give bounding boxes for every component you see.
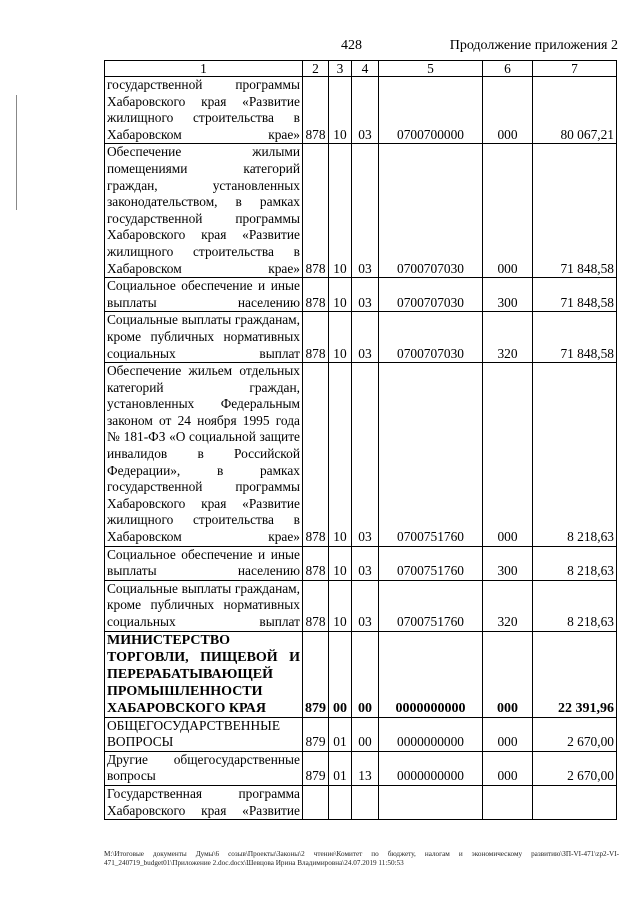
continuation-heading: Продолжение приложения 2	[449, 38, 618, 53]
file-path-footer: M:\Итоговые документы Думы\6 созыв\Проекты\Законы\2 чтение\Комитет по бюджету, налогам и экономическому развитию\ЗП-VI-471\zp2-VI-471_240719_budget01\Приложение 2.doc.docx\Шевцова Ирина Владимировна\24.07.2019 11:50:53	[104, 850, 619, 867]
cell-subsection: 03	[352, 144, 379, 278]
cell-expense-type: 000	[483, 363, 533, 547]
cell-section: 10	[329, 546, 352, 580]
row-name: Обеспечение жильем отдельных категорий граждан, установленных Федеральным законом от 24 ноября 1995 года № 181-ФЗ «О социальной защите инвалидов в Российской Федерации», в рамках государственной программы Хабаровского края «Развитие жилищного строительства в Хабаровском крае»	[105, 363, 303, 547]
cell-target-article: 0000000000	[379, 631, 483, 717]
row-name: Социальные выплаты гражданам, кроме публичных нормативных социальных выплат	[105, 580, 303, 631]
cell-subsection: 03	[352, 580, 379, 631]
table-header-row	[105, 61, 617, 77]
cell-subsection: 03	[352, 77, 379, 144]
cell-ministry-code: 878	[303, 580, 329, 631]
cell-ministry-code: 879	[303, 631, 329, 717]
row-name: Другие общегосударственные вопросы	[105, 751, 303, 785]
cell-expense-type: 300	[483, 278, 533, 312]
cell-section: 01	[329, 717, 352, 751]
cell-subsection: 03	[352, 278, 379, 312]
cell-target-article: 0700700000	[379, 77, 483, 144]
row-name: МИНИСТЕРСТВО ТОРГОВЛИ, ПИЩЕВОЙ И ПЕРЕРАБАТЫВАЮЩЕЙ ПРОМЫШЛЕННОСТИ ХАБАРОВСКОГО КРАЯ	[105, 631, 303, 717]
cell-target-article: 0700707030	[379, 312, 483, 363]
cell-target-article: 0700751760	[379, 580, 483, 631]
cell-ministry-code: 878	[303, 546, 329, 580]
cell-subsection	[352, 785, 379, 819]
cell-ministry-code: 879	[303, 717, 329, 751]
table-row-ministry	[105, 631, 617, 717]
cell-section: 10	[329, 278, 352, 312]
cell-amount: 2 670,00	[533, 751, 617, 785]
cell-target-article: 0700751760	[379, 546, 483, 580]
cell-expense-type: 000	[483, 717, 533, 751]
cell-target-article: 0000000000	[379, 751, 483, 785]
cell-subsection: 03	[352, 312, 379, 363]
row-name: Социальное обеспечение и иные выплаты населению	[105, 278, 303, 312]
cell-subsection: 00	[352, 717, 379, 751]
column-header: 5	[379, 61, 483, 77]
row-name: Социальное обеспечение и иные выплаты населению	[105, 546, 303, 580]
table-row	[105, 717, 617, 751]
cell-expense-type: 320	[483, 312, 533, 363]
cell-ministry-code: 878	[303, 144, 329, 278]
cell-target-article: 0700707030	[379, 144, 483, 278]
table-row	[105, 785, 617, 819]
column-header: 1	[105, 61, 303, 77]
table-row	[105, 278, 617, 312]
cell-amount	[533, 785, 617, 819]
cell-amount: 8 218,63	[533, 546, 617, 580]
cell-amount: 22 391,96	[533, 631, 617, 717]
cell-target-article: 0700751760	[379, 363, 483, 547]
cell-amount: 71 848,58	[533, 312, 617, 363]
cell-section	[329, 785, 352, 819]
cell-ministry-code: 878	[303, 363, 329, 547]
page-number: 428	[341, 38, 362, 53]
table-row	[105, 751, 617, 785]
row-name: государственной программы Хабаровского края «Развитие жилищного строительства в Хабаровском крае»	[105, 77, 303, 144]
cell-section: 10	[329, 77, 352, 144]
cell-amount: 71 848,58	[533, 144, 617, 278]
table-row	[105, 77, 617, 144]
table-row	[105, 144, 617, 278]
row-name: Социальные выплаты гражданам, кроме публичных нормативных социальных выплат	[105, 312, 303, 363]
cell-subsection: 03	[352, 363, 379, 547]
cell-target-article: 0700707030	[379, 278, 483, 312]
cell-section: 10	[329, 144, 352, 278]
column-header: 7	[533, 61, 617, 77]
cell-amount: 80 067,21	[533, 77, 617, 144]
cell-expense-type: 000	[483, 144, 533, 278]
cell-expense-type	[483, 785, 533, 819]
cell-ministry-code	[303, 785, 329, 819]
column-header: 4	[352, 61, 379, 77]
cell-expense-type: 300	[483, 546, 533, 580]
cell-amount: 8 218,63	[533, 363, 617, 547]
cell-expense-type: 000	[483, 631, 533, 717]
table-row	[105, 363, 617, 547]
cell-ministry-code: 879	[303, 751, 329, 785]
table-row	[105, 546, 617, 580]
cell-target-article	[379, 785, 483, 819]
column-header: 2	[303, 61, 329, 77]
cell-ministry-code: 878	[303, 278, 329, 312]
table-row	[105, 312, 617, 363]
cell-amount: 71 848,58	[533, 278, 617, 312]
cell-amount: 8 218,63	[533, 580, 617, 631]
cell-expense-type: 000	[483, 77, 533, 144]
cell-section: 10	[329, 363, 352, 547]
cell-section: 10	[329, 312, 352, 363]
column-header: 6	[483, 61, 533, 77]
cell-subsection: 03	[352, 546, 379, 580]
budget-table	[104, 60, 617, 820]
column-header: 3	[329, 61, 352, 77]
table-row	[105, 580, 617, 631]
margin-line	[16, 95, 17, 210]
cell-expense-type: 320	[483, 580, 533, 631]
cell-subsection: 00	[352, 631, 379, 717]
row-name: ОБЩЕГОСУДАРСТВЕННЫЕ ВОПРОСЫ	[105, 717, 303, 751]
cell-amount: 2 670,00	[533, 717, 617, 751]
cell-subsection: 13	[352, 751, 379, 785]
cell-section: 10	[329, 580, 352, 631]
cell-expense-type: 000	[483, 751, 533, 785]
cell-section: 01	[329, 751, 352, 785]
cell-ministry-code: 878	[303, 312, 329, 363]
cell-section: 00	[329, 631, 352, 717]
row-name: Обеспечение жилыми помещениями категорий граждан, установленных законодательством, в рамках государственной программы Хабаровского края «Развитие жилищного строительства в Хабаровском крае»	[105, 144, 303, 278]
row-name: Государственная программа Хабаровского края «Развитие	[105, 785, 303, 819]
cell-ministry-code: 878	[303, 77, 329, 144]
cell-target-article: 0000000000	[379, 717, 483, 751]
